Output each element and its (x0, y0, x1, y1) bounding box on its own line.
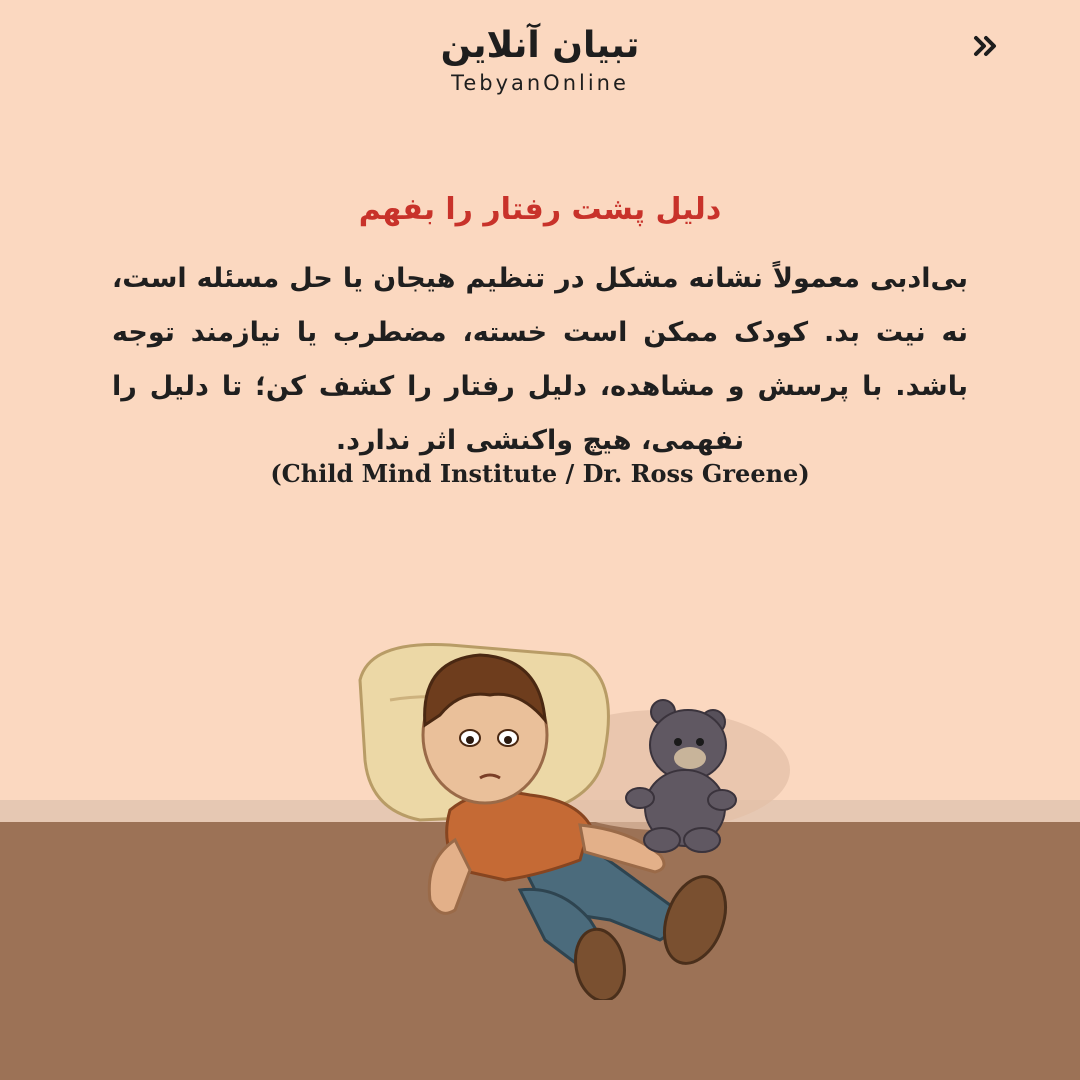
card-body: بی‌ادبی معمولاً نشانه مشکل در تنظیم هیجان یا حل مسئله است، نه نیت بد. کودک ممکن است خسته، مضطرب یا نیازمند توجه باشد. با پرسش و مشاهده، دلیل رفتار را کشف کن؛ تا دلیل را نفهمی، هیچ واکنشی اثر ندارد. (112, 263, 968, 456)
double-chevron-right-icon (973, 35, 999, 57)
tired-boy-illustration (330, 620, 810, 1000)
boy-head (423, 655, 547, 803)
shoe-right (653, 868, 736, 972)
brand-name-fa: تبیان آنلاین (440, 25, 640, 66)
card-title: دلیل پشت رفتار را بفهم (358, 192, 722, 227)
brand-logo (380, 22, 700, 96)
brand-name-en: TebyanOnline (451, 71, 629, 95)
next-button[interactable] (966, 26, 1006, 66)
source-citation: (Child Mind Institute / Dr. Ross Greene) (270, 459, 810, 488)
